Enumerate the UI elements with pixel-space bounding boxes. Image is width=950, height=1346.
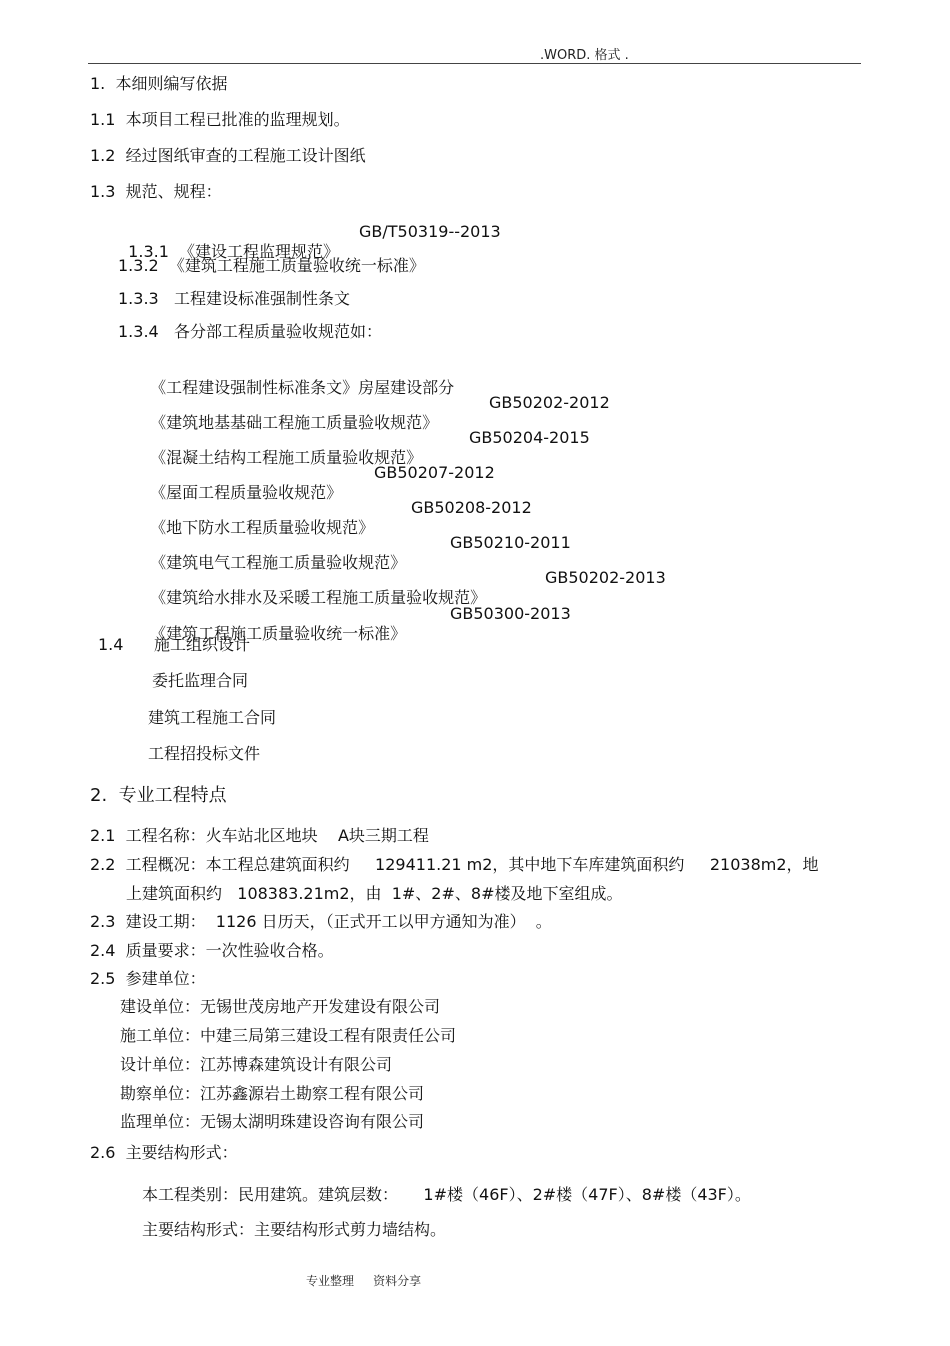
standard-item bbox=[140, 604, 571, 664]
item-1-3-3: 1.3.3 工程建设标准强制性条文 bbox=[118, 289, 350, 308]
section-2-heading: 2. 专业工程特点 bbox=[90, 785, 227, 806]
standard-name: 《混凝土结构工程施工质量验收规范》 bbox=[150, 448, 423, 467]
unit-item: 建设单位：无锡世茂房地产开发建设有限公司 bbox=[120, 997, 441, 1016]
item-1-1: 1.1 本项目工程已批准的监理规划。 bbox=[90, 110, 350, 129]
unit-item: 勘察单位：江苏鑫源岩土勘察工程有限公司 bbox=[120, 1084, 425, 1103]
unit-item: 施工单位：中建三局第三建设工程有限责任公司 bbox=[120, 1026, 457, 1045]
standard-name: 《工程建设强制性标准条文》房屋建设部分 bbox=[150, 378, 455, 397]
item-1-3: 1.3 规范、规程： bbox=[90, 182, 222, 201]
standard-code: GB50300-2013 bbox=[450, 604, 571, 623]
section-1-heading: 1. 本细则编写依据 bbox=[90, 74, 228, 93]
standard-code: GB50208-2012 bbox=[411, 498, 532, 517]
unit-item: 设计单位：江苏博森建筑设计有限公司 bbox=[120, 1055, 393, 1074]
unit-item: 监理单位：无锡太湖明珠建设咨询有限公司 bbox=[120, 1112, 425, 1131]
item-2-4: 2.4 质量要求：一次性验收合格。 bbox=[90, 941, 334, 960]
standard-code: GB50202-2012 bbox=[489, 393, 610, 412]
item-1-2: 1.2 经过图纸审查的工程施工设计图纸 bbox=[90, 146, 366, 165]
standard-code: GB50202-2013 bbox=[545, 568, 666, 587]
item-1-3-2: 1.3.2 《建筑工程施工质量验收统一标准》 bbox=[118, 256, 425, 275]
item-1-3-1-code: GB/T50319--2013 bbox=[359, 222, 501, 241]
building-type: 本工程类别：民用建筑。建筑层数： 1#楼（46F）、2#楼（47F）、8#楼（43F）。 bbox=[142, 1185, 751, 1204]
standard-code: GB50204-2015 bbox=[469, 428, 590, 447]
item-2-3: 2.3 建设工期： 1126 日历天，（正式开工以甲方通知为准） 。 bbox=[90, 912, 552, 931]
reference-item: 委托监理合同 bbox=[152, 671, 249, 690]
standard-name: 《屋面工程质量验收规范》 bbox=[150, 483, 343, 502]
standard-code: GB50207-2012 bbox=[374, 463, 495, 482]
structure-form: 主要结构形式：主要结构形式剪力墙结构。 bbox=[142, 1220, 447, 1239]
item-1-4: 1.4 施工组织设计 bbox=[98, 635, 250, 654]
page-footer: 专业整理 资料分享 bbox=[306, 1274, 422, 1288]
item-2-1: 2.1 工程名称：火车站北区地块 A块三期工程 bbox=[90, 826, 429, 845]
item-2-2-line-2: 上建筑面积约 108383.21m2，由 1#、2#、8#楼及地下室组成。 bbox=[126, 884, 623, 903]
item-2-2-line-1: 2.2 工程概况：本工程总建筑面积约 129411.21 m2，其中地下车库建筑面积约 21038m2，地 bbox=[90, 855, 819, 874]
standard-item bbox=[140, 358, 454, 398]
header-rule bbox=[88, 63, 861, 64]
standard-name: 《建筑电气工程施工质量验收规范》 bbox=[150, 553, 407, 572]
standard-code: GB50210-2011 bbox=[450, 533, 571, 552]
standard-name: 《建筑工程施工质量验收统一标准》 bbox=[150, 624, 407, 643]
item-1-3-1-title: 1.3.1 《建设工程监理规范》 bbox=[128, 242, 340, 261]
item-2-5: 2.5 参建单位： bbox=[90, 969, 206, 988]
page-header: .WORD. 格式 . bbox=[540, 48, 629, 63]
reference-item: 建筑工程施工合同 bbox=[148, 708, 277, 727]
item-2-6: 2.6 主要结构形式： bbox=[90, 1143, 238, 1162]
standard-name: 《地下防水工程质量验收规范》 bbox=[150, 518, 375, 537]
standard-name: 《建筑给水排水及采暖工程施工质量验收规范》 bbox=[150, 588, 487, 607]
item-1-3-4: 1.3.4 各分部工程质量验收规范如： bbox=[118, 322, 382, 341]
reference-item: 工程招投标文件 bbox=[148, 744, 261, 763]
standard-name: 《建筑地基基础工程施工质量验收规范》 bbox=[150, 413, 439, 432]
